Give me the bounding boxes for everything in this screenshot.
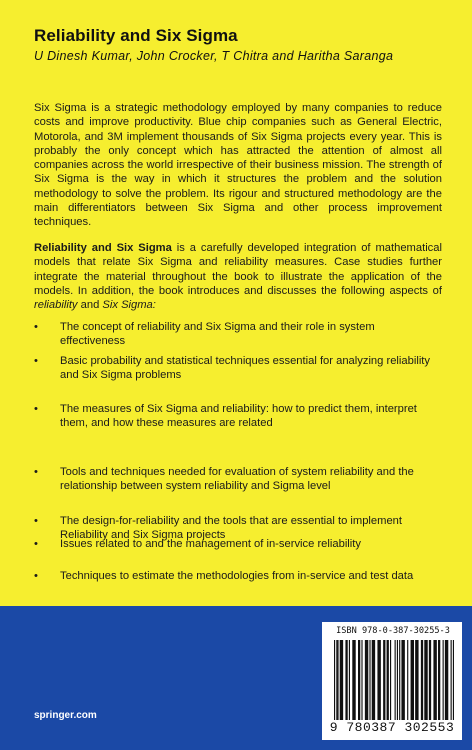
list-item [34,465,442,494]
list-item-text: The concept of reliability and Six Sigma and their role in system effectiveness [60,321,375,348]
description-paragraph-1: Six Sigma is a strategic methodology employed by many companies to reduce costs and improve productivity. Blue chip companies such as General Electric, Motorola, and 3M implement thousands of Six Sigma projects every year. This is probably the only concept which has attracted the attention of almost all companies across the world irrespective of their business mission. The strength of Six Sigma is the way in which it structures the problem and the solution methodology to solve the problem. Its rigour and structured methodology are the main differentiators between Six Sigma and other process improvement techniques. [34,102,442,229]
barcode-bar [451,640,452,720]
barcode-bar [334,640,335,720]
list-item [34,537,442,551]
list-item [34,402,442,431]
barcode-icon [332,640,456,720]
barcode-bar [390,640,391,720]
bullet-icon: • [34,403,38,415]
barcode-bar [361,640,362,720]
book-title: Reliability and Six Sigma [34,26,238,45]
book-authors: U Dinesh Kumar, John Crocker, T Chitra and Haritha Saranga [34,49,394,63]
bullet-icon: • [34,515,38,527]
barcode-bar [415,640,418,720]
barcode-bar [429,640,431,720]
list-item [34,320,442,349]
list-item-text: Issues related to and the management of in-service reliability [60,538,361,550]
barcode-bar [445,640,448,720]
barcode-bar [383,640,385,720]
barcode-bar [433,640,436,720]
barcode-bar [369,640,370,720]
list-item-text: Techniques to estimate the methodologies from in-service and test data [60,570,414,582]
bullet-icon: • [34,321,38,333]
bullet-icon: • [34,355,38,367]
emphasis-six-sigma: Six Sigma: [102,299,156,312]
list-item-text: Tools and techniques needed for evaluation of system reliability and the relationship between system reliability and Sigma level [60,466,414,493]
barcode-bar [349,640,350,720]
barcode-bar [372,640,375,720]
ean-number: 9 780387 302553 [329,720,455,735]
book-title-inline: Reliability and Six Sigma [34,242,172,254]
barcode-bar [365,640,368,720]
barcode-bar [340,640,343,720]
barcode-bar [395,640,396,720]
list-item [34,569,442,583]
barcode-bar [352,640,355,720]
bullet-icon: • [34,538,38,550]
barcode-bar [443,640,444,720]
barcode-bar [397,640,398,720]
bullet-icon: • [34,466,38,478]
barcode-bar [421,640,423,720]
paragraph-2-and: and [77,299,103,312]
barcode-bar [453,640,454,720]
barcode-bar [424,640,427,720]
emphasis-reliability: reliability [34,299,78,312]
barcode-bar [411,640,414,720]
publisher-url: springer.com [34,710,97,721]
list-item-text: Basic probability and statistical techniques essential for analyzing reliability and Six Sigma problems [60,355,431,382]
barcode-bar [377,640,380,720]
barcode-panel [322,622,462,740]
barcode-bar [336,640,337,720]
barcode-bar [345,640,347,720]
barcode-bar [399,640,400,720]
list-item [34,354,442,383]
list-item-text: The design-for-reliability and the tools that are essential to implement Reliability and Six Sigma projects [60,515,403,542]
barcode-bar [337,640,338,720]
barcode-bar [407,640,408,720]
bullet-icon: • [34,570,38,582]
barcode-bar [358,640,360,720]
description-paragraph-2 [34,241,442,312]
paragraph-2-body: is a carefully developed integration of mathematical models that relate Six Sigma and reliability measures. Case studies further integrate the material throughout the book to illustrate the application of the models. In addition, the book introduces and discusses the following aspects of [34,242,442,297]
barcode-bar [438,640,440,720]
barcode-bar [401,640,404,720]
isbn-label: ISBN 978-0-387-30255-3 [336,626,450,636]
barcode-bar [387,640,389,720]
list-item-text: The measures of Six Sigma and reliability: how to predict them, interpret them, and how these measures are related [60,403,417,430]
